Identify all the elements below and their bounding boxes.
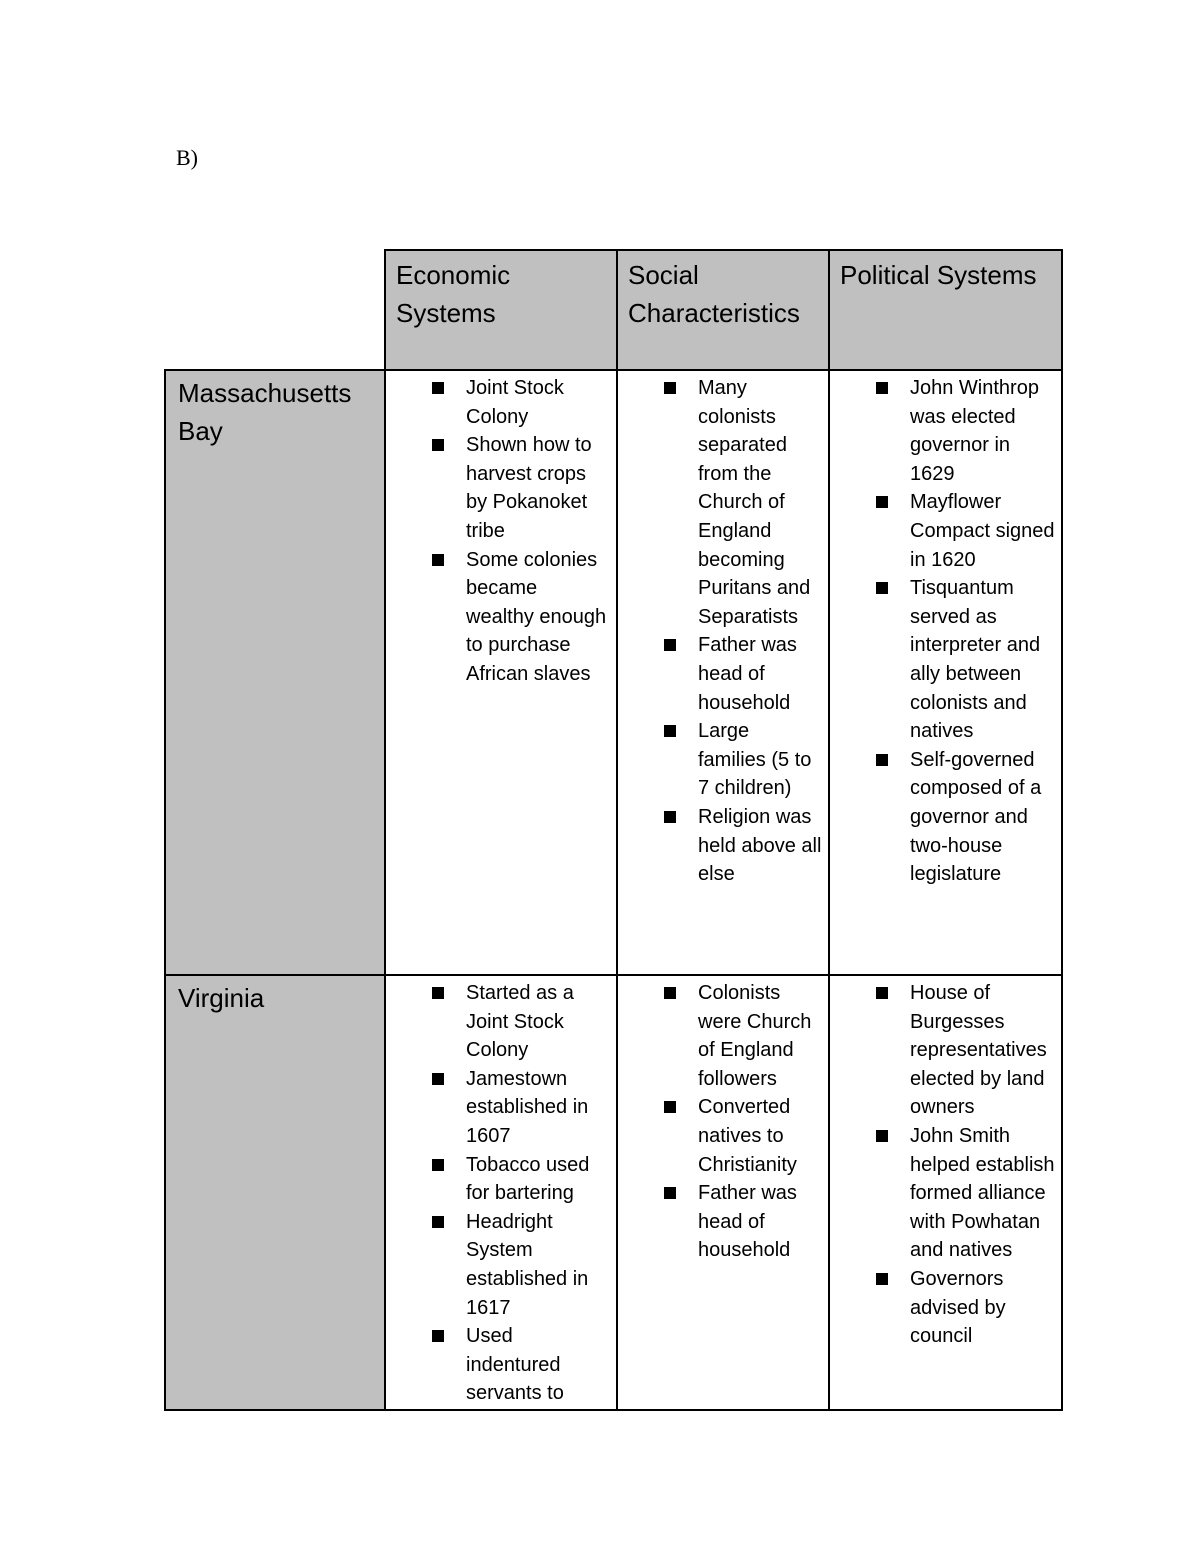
row-header-massachusetts-bay: Massachusetts Bay [165, 370, 385, 975]
list-item-text: Used indentured servants to [466, 1325, 564, 1405]
cell-social [617, 975, 829, 1410]
bullet-list [386, 371, 616, 689]
list-item-text: John Winthrop was elected governor in 1629 [910, 377, 1039, 485]
bullet-list [830, 976, 1061, 1351]
list-item [830, 374, 1055, 488]
list-item-text: Colonists were Church of England followers [698, 982, 812, 1090]
table-row [165, 370, 1062, 975]
square-bullet-icon [876, 582, 888, 594]
square-bullet-icon [664, 987, 676, 999]
list-item-text: John Smith helped establish formed alliance with Powhatan and natives [910, 1124, 1055, 1262]
list-item [830, 574, 1055, 746]
list-item [386, 1208, 610, 1322]
cell-political [829, 975, 1062, 1410]
list-item-text: Tisquantum served as interpreter and ally between colonists and natives [910, 577, 1041, 743]
list-item-text: Jamestown established in 1607 [466, 1067, 589, 1147]
square-bullet-icon [664, 1101, 676, 1113]
header-economic: Economic Systems [385, 250, 617, 370]
list-item-text: Many colonists separated from the Church of England becoming Puritans and Separatists [698, 377, 811, 628]
cell-political [829, 370, 1062, 975]
section-label: B) [176, 145, 198, 170]
list-item [386, 979, 610, 1065]
list-item-text: Self-governed composed of a governor and two-house legislature [910, 748, 1042, 886]
square-bullet-icon [432, 1330, 444, 1342]
list-item [618, 803, 822, 889]
cell-economic [385, 370, 617, 975]
square-bullet-icon [876, 382, 888, 394]
list-item-text: Started as a Joint Stock Colony [466, 982, 574, 1062]
row-header-virginia: Virginia [165, 975, 385, 1410]
list-item [618, 1093, 822, 1179]
corner-cell [165, 250, 385, 370]
square-bullet-icon [432, 987, 444, 999]
bullet-list [618, 371, 828, 889]
list-item [386, 374, 610, 431]
list-item [386, 431, 610, 545]
square-bullet-icon [432, 1216, 444, 1228]
list-item-text: Joint Stock Colony [466, 377, 564, 428]
list-item [386, 1151, 610, 1208]
list-item [618, 979, 822, 1093]
list-item-text: Large families (5 to 7 children) [698, 720, 812, 800]
header-political: Political Systems [829, 250, 1062, 370]
list-item [618, 717, 822, 803]
list-item [830, 488, 1055, 574]
square-bullet-icon [876, 496, 888, 508]
list-item-text: Shown how to harvest crops by Pokanoket tribe [466, 434, 592, 542]
list-item [830, 1265, 1055, 1351]
square-bullet-icon [664, 639, 676, 651]
list-item [618, 631, 822, 717]
cell-social [617, 370, 829, 975]
square-bullet-icon [876, 1130, 888, 1142]
square-bullet-icon [664, 382, 676, 394]
colonies-comparison-table [164, 249, 1063, 1411]
square-bullet-icon [432, 1073, 444, 1085]
list-item [830, 1122, 1055, 1265]
list-item-text: Father was head of household [698, 1182, 797, 1262]
list-item-text: Governors advised by council [910, 1267, 1006, 1348]
list-item [386, 546, 610, 689]
bullet-list [618, 976, 828, 1265]
square-bullet-icon [664, 1187, 676, 1199]
bullet-list [830, 371, 1061, 889]
bullet-list [386, 976, 616, 1408]
list-item-text: Some colonies became wealthy enough to purchase African slaves [466, 548, 607, 685]
cell-economic [385, 975, 617, 1410]
list-item-text: Tobacco used for bartering [466, 1153, 590, 1205]
list-item [386, 1065, 610, 1151]
list-item-text: Religion was held above all else [698, 805, 822, 886]
table-row [165, 975, 1062, 1410]
square-bullet-icon [876, 987, 888, 999]
list-item [830, 746, 1055, 889]
list-item [618, 1179, 822, 1265]
header-row [165, 250, 1062, 370]
header-social: Social Characteristics [617, 250, 829, 370]
list-item-text: Headright System established in 1617 [466, 1210, 589, 1319]
list-item [618, 374, 822, 631]
square-bullet-icon [664, 725, 676, 737]
square-bullet-icon [664, 811, 676, 823]
list-item [386, 1322, 610, 1408]
list-item-text: Converted natives to Christianity [698, 1096, 797, 1176]
list-item-text: Father was head of household [698, 634, 797, 714]
square-bullet-icon [432, 1159, 444, 1171]
list-item-text: Mayflower Compact signed in 1620 [910, 491, 1055, 571]
square-bullet-icon [876, 1273, 888, 1285]
square-bullet-icon [432, 439, 444, 451]
list-item [830, 979, 1055, 1122]
list-item-text: House of Burgesses representatives elected by land owners [910, 982, 1047, 1119]
square-bullet-icon [876, 754, 888, 766]
square-bullet-icon [432, 382, 444, 394]
square-bullet-icon [432, 554, 444, 566]
